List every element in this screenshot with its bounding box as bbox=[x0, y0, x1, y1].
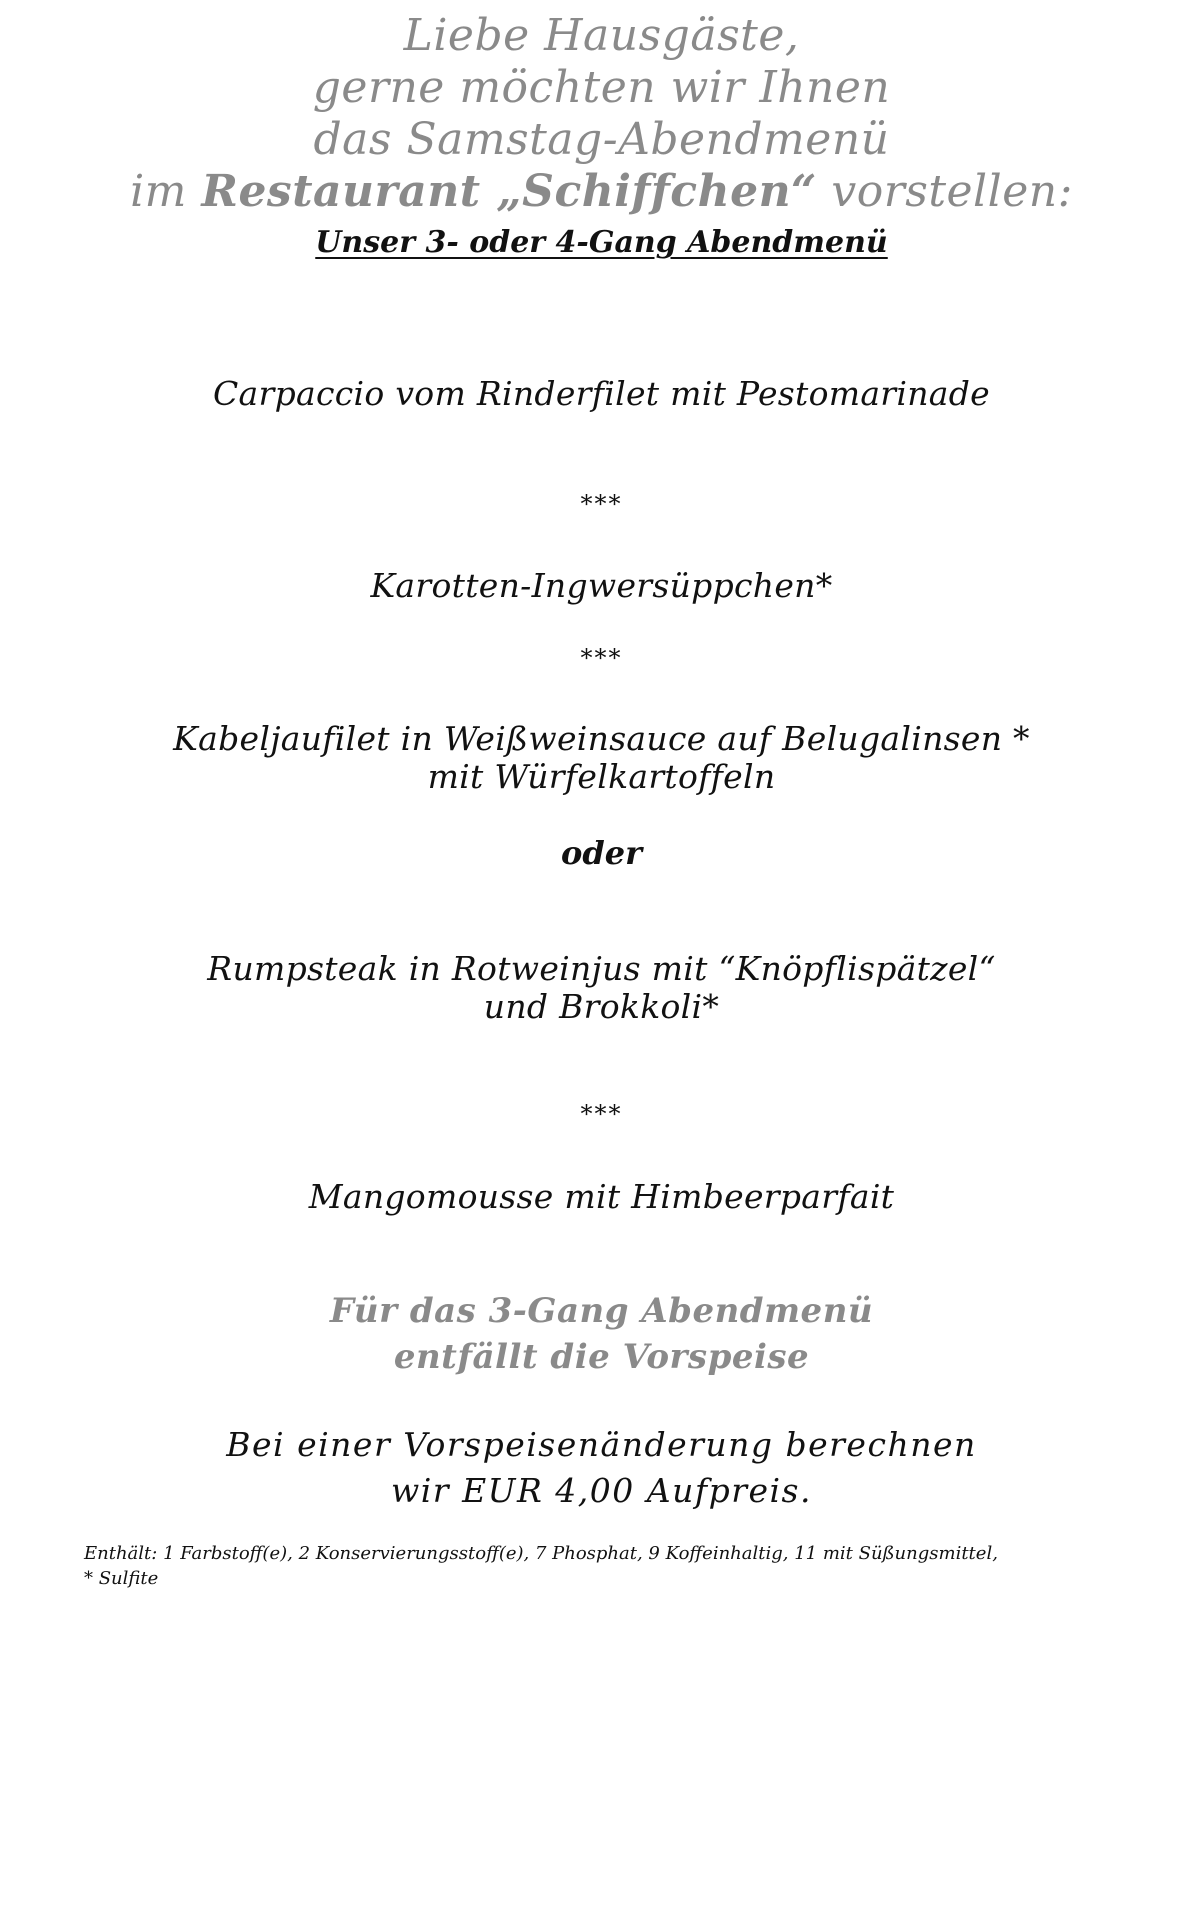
main-dish-2-line-2: und Brokkoli* bbox=[483, 987, 720, 1026]
dessert-dish: Mangomousse mit Himbeerparfait bbox=[308, 1177, 895, 1216]
greeting-line-3: das Samstag-Abendmenü bbox=[313, 114, 890, 165]
main-dish-1-line-1: Kabeljaufilet in Weißweinsauce auf Belugalinsen * bbox=[173, 719, 1030, 758]
soup-dish: Karotten-Ingwersüppchen* bbox=[370, 566, 833, 605]
or-label: oder bbox=[561, 834, 642, 872]
course-separator-1: *** bbox=[580, 490, 623, 518]
menu-heading: Unser 3- oder 4-Gang Abendmenü bbox=[315, 225, 888, 260]
starter-dish: Carpaccio vom Rinderfilet mit Pestomarinade bbox=[212, 374, 991, 413]
greeting-line-4-post: vorstellen: bbox=[831, 166, 1073, 217]
three-course-note-line-2: entfällt die Vorspeise bbox=[393, 1337, 810, 1377]
main-dish-1-line-2: mit Würfelkartoffeln bbox=[427, 757, 776, 796]
surcharge-note-line-2: wir EUR 4,00 Aufpreis. bbox=[391, 1471, 812, 1510]
main-dish-2-line-1: Rumpsteak in Rotweinjus mit “Knöpflispätzel“ bbox=[207, 949, 996, 988]
allergen-info-line-2: * Sulfite bbox=[84, 1568, 159, 1589]
surcharge-note-line-1: Bei einer Vorspeisenänderung berechnen bbox=[226, 1425, 977, 1464]
greeting-line-1: Liebe Hausgäste, bbox=[403, 10, 800, 61]
greeting-line-4-pre: im bbox=[130, 166, 187, 217]
greeting-line-4 bbox=[0, 166, 1203, 217]
three-course-note-line-1: Für das 3-Gang Abendmenü bbox=[329, 1291, 874, 1331]
course-separator-2: *** bbox=[580, 644, 623, 672]
course-separator-3: *** bbox=[580, 1100, 623, 1128]
greeting-line-2: gerne möchten wir Ihnen bbox=[312, 62, 891, 113]
allergen-info-line-1: Enthält: 1 Farbstoff(e), 2 Konservierungsstoff(e), 7 Phosphat, 9 Koffeinhaltig, 11 mit Süßungsmittel, bbox=[84, 1543, 998, 1564]
restaurant-name: Restaurant „Schiffchen“ bbox=[201, 166, 817, 217]
